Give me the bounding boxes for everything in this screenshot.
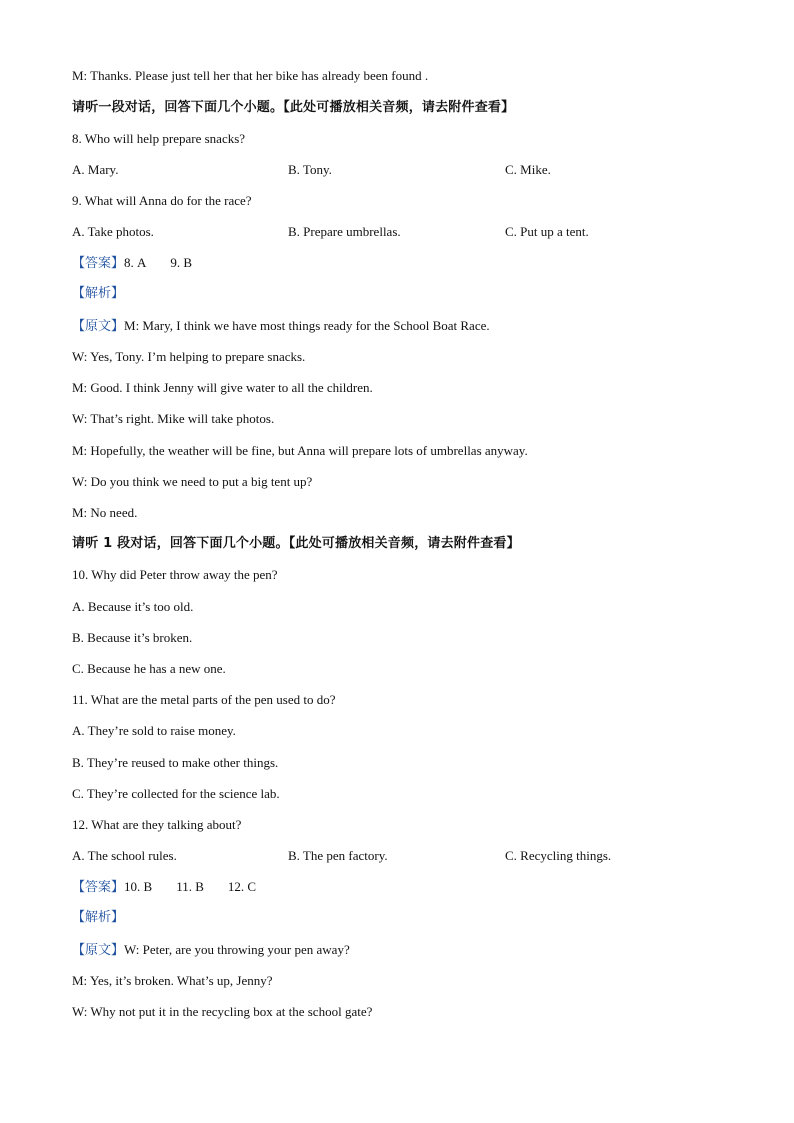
q12-option-b: B. The pen factory. <box>288 848 388 863</box>
q9-option-c: C. Put up a tent. <box>505 224 589 239</box>
dialogue-line: M: Thanks. Please just tell her that her bike has already been found . <box>72 68 429 83</box>
transcript-text: M: Mary, I think we have most things ready for the School Boat Race. <box>124 318 490 333</box>
q8-option-b: B. Tony. <box>288 162 332 177</box>
transcript-line: M: Good. I think Jenny will give water to all the children. <box>72 380 373 395</box>
question-9: 9. What will Anna do for the race? <box>72 193 252 208</box>
listening-instruction: 请听 1 段对话，回答下面几个小题。【此处可播放相关音频，请去附件查看】 <box>72 536 520 551</box>
q10-option-b: B. Because it’s broken. <box>72 630 193 645</box>
question-10: 10. Why did Peter throw away the pen? <box>72 567 278 582</box>
q11-option-c: C. They’re collected for the science lab. <box>72 786 280 801</box>
transcript-line <box>72 318 490 335</box>
answer-tag: 【答案】 <box>72 880 125 895</box>
question-12: 12. What are they talking about? <box>72 817 242 832</box>
answer-12: 12. C <box>227 879 257 894</box>
q11-option-b: B. They’re reused to make other things. <box>72 755 279 770</box>
q10-option-a: A. Because it’s too old. <box>72 599 194 614</box>
answer-8: 8. A <box>124 255 147 270</box>
answer-11: 11. B <box>176 879 204 894</box>
transcript-line: M: Hopefully, the weather will be fine, but Anna will prepare lots of umbrellas anyway. <box>72 443 528 458</box>
answer-line <box>72 255 192 272</box>
listening-instruction: 请听一段对话，回答下面几个小题。【此处可播放相关音频，请去附件查看】 <box>72 100 515 115</box>
analysis-tag: 【解析】 <box>72 910 125 925</box>
answer-line <box>72 879 256 896</box>
transcript-line: W: Yes, Tony. I’m helping to prepare snacks. <box>72 349 306 364</box>
transcript-text: W: Peter, are you throwing your pen away? <box>124 942 350 957</box>
analysis-tag: 【解析】 <box>72 286 125 301</box>
q12-option-a: A. The school rules. <box>72 848 177 863</box>
transcript-line: W: Do you think we need to put a big tent up? <box>72 474 313 489</box>
answer-9: 9. B <box>170 255 193 270</box>
question-8: 8. Who will help prepare snacks? <box>72 131 246 146</box>
transcript-line: W: Why not put it in the recycling box at the school gate? <box>72 1004 373 1019</box>
answer-10: 10. B <box>124 879 153 894</box>
transcript-tag: 【原文】 <box>72 943 125 958</box>
transcript-tag: 【原文】 <box>72 319 125 334</box>
q8-option-a: A. Mary. <box>72 162 119 177</box>
transcript-line <box>72 942 350 959</box>
question-11: 11. What are the metal parts of the pen used to do? <box>72 692 336 707</box>
q8-option-c: C. Mike. <box>505 162 551 177</box>
q9-option-b: B. Prepare umbrellas. <box>288 224 401 239</box>
transcript-line: M: No need. <box>72 505 138 520</box>
q11-option-a: A. They’re sold to raise money. <box>72 723 236 738</box>
q12-option-c: C. Recycling things. <box>505 848 612 863</box>
q9-option-a: A. Take photos. <box>72 224 154 239</box>
q10-option-c: C. Because he has a new one. <box>72 661 226 676</box>
transcript-line: M: Yes, it’s broken. What’s up, Jenny? <box>72 973 273 988</box>
answer-tag: 【答案】 <box>72 256 125 271</box>
transcript-line: W: That’s right. Mike will take photos. <box>72 411 275 426</box>
